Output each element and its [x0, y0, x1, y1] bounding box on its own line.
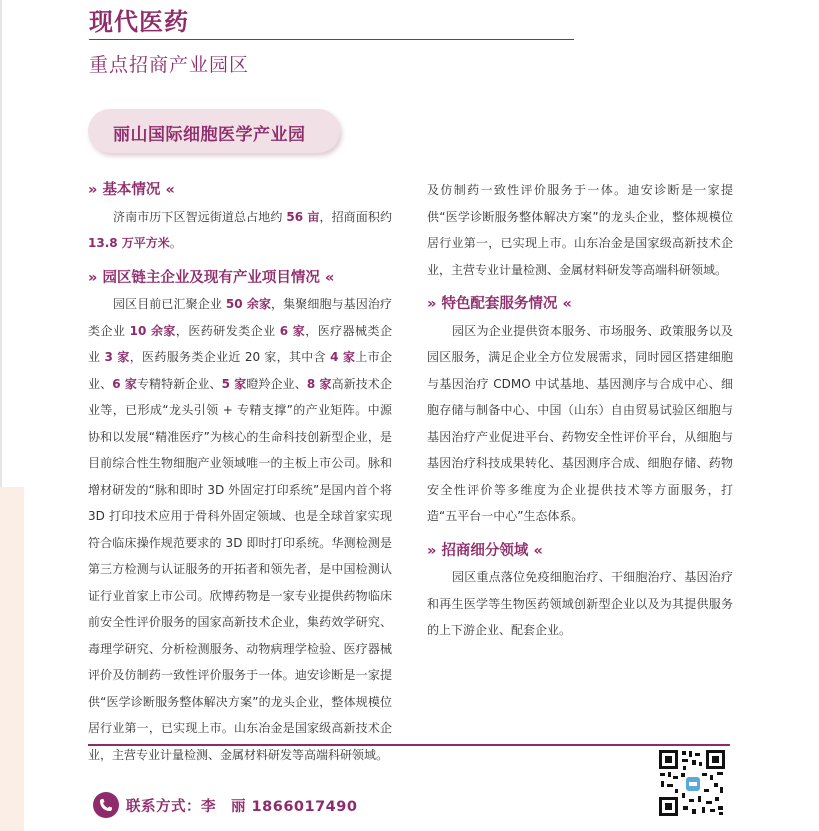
chevron-left-icon: « — [325, 269, 335, 286]
chevron-right-icon: » — [427, 296, 437, 312]
section-heading-basic — [88, 177, 392, 204]
text-run: 上市企业、 — [88, 350, 392, 391]
sectors-paragraph: 园区重点落位免疫细胞治疗、干细胞治疗、基因治疗和再生医学等生物医药领域创新型企业以及为其提供服务的上下游企业、配套企业。 — [427, 570, 733, 637]
highlight: 3 家 — [104, 350, 130, 364]
park-name: 丽山国际细胞医学产业园 — [113, 125, 306, 145]
section-heading-text: 基本情况 — [102, 182, 161, 198]
right-column — [427, 177, 733, 644]
qr-code-icon — [658, 749, 726, 817]
highlight: 6 家 — [279, 323, 306, 338]
chevron-left-icon: « — [165, 182, 175, 198]
chevron-left-icon: « — [562, 296, 572, 312]
text-run: 济南市历下区智远街道总占地约 — [113, 209, 287, 224]
highlight: 13.8 万平方米 — [88, 236, 170, 250]
text-run: ，招商面积约 — [319, 209, 392, 224]
highlight: 8 家 — [306, 376, 332, 391]
highlight: 10 余家 — [129, 323, 176, 338]
section-heading-services — [427, 291, 733, 318]
title-divider — [89, 39, 574, 40]
section-heading-chain — [88, 265, 392, 292]
highlight: 6 家 — [112, 376, 137, 391]
text-run: 高新技术企业等，已形成“龙头引领 + 专精支撑”的产业矩阵。中源协和以发展“精准医疗”为核心的生命科技创新型企业，是目前综合性生物细胞产业领域唯一的主板上市公司。脉和增材研发的“脉和即时 3D 外固定打印系统”是国内首个将 3D 打印技术应用于骨科外固定领域、也是全球首家实现符合临床操作规范要求的 3D 即时打印系统。华测检测是第三方检测与认证服务的开拓者和领先者，是中国检测认证行业首家上市公司。欣博药物是一家专业提供药物临床前安全性评价服务的国家高新技术企业，集药效学研究、毒理学研究、分析检测服务、动物病理学检验、医疗器械评价及仿制药一致性评价服务于一体。迪安诊断是一家提供“医学诊断服务整体解决方案”的龙头企业，整体规模位居行业第一，已实现上市。山东冶金是国家级高新技术企业，主营专业计量检测、金属材料研发等高端科研领域。 — [88, 376, 392, 762]
highlight: 50 余家 — [225, 297, 272, 311]
text-run: 瞪羚企业、 — [246, 376, 307, 391]
text-run: ，医药研发类企业 — [175, 323, 280, 338]
phone-icon — [93, 792, 119, 818]
contact-info: 联系方式：李 丽 1866017490 — [126, 799, 358, 815]
chain-paragraph — [88, 291, 392, 762]
highlight: 5 家 — [221, 376, 247, 391]
chevron-right-icon: » — [427, 542, 437, 559]
services-paragraph: 园区为企业提供资本服务、市场服务、政策服务以及园区服务，满足企业全方位发展需求，同时园区搭建细胞与基因治疗 CDMO 中试基地、基因测序与合成中心、细胞存储与制备中心、中国（山东）自由贸易试验区细胞与基因治疗产业促进平台、药物安全性评价平台，从细胞与基因治疗科技成果转化、基因测序合成、细胞存储、药物安全性评价等多维度为企业提供技术等方面服务，打造“五平台一中心”生态体系。 — [427, 323, 733, 523]
text-run: 专精特新企业、 — [136, 376, 222, 391]
section-heading-text: 园区链主企业及现有产业项目情况 — [102, 269, 320, 286]
decorative-strip — [0, 487, 24, 831]
page-subtitle: 重点招商产业园区 — [89, 54, 250, 76]
basic-paragraph — [88, 204, 392, 257]
left-column — [88, 177, 392, 762]
text-run: 。 — [169, 236, 182, 250]
highlight: 4 家 — [330, 350, 356, 364]
section-heading-text: 招商细分领域 — [441, 542, 529, 559]
chevron-right-icon: » — [88, 269, 98, 286]
park-name-banner — [88, 109, 340, 153]
text-run: ，医疗器械类企业 — [88, 323, 392, 364]
chevron-right-icon: » — [88, 182, 98, 198]
section-heading-sectors — [427, 538, 733, 565]
section-heading-text: 特色配套服务情况 — [441, 296, 558, 312]
text-run: ，集聚细胞与基因治疗类企业 — [88, 297, 392, 338]
footer-divider — [88, 744, 730, 746]
page-title: 现代医药 — [89, 8, 189, 36]
text-run: ，医药服务类企业近 20 家，其中含 — [129, 350, 331, 364]
chain-paragraph-continued: 及仿制药一致性评价服务于一体。迪安诊断是一家提供“医学诊断服务整体解决方案”的龙头企业，整体规模位居行业第一，已实现上市。山东冶金是国家级高新技术企业，主营专业计量检测、金属材料研发等高端科研领域。 — [427, 183, 733, 277]
text-run: 园区目前已汇聚企业 — [113, 297, 226, 311]
chevron-left-icon: « — [533, 542, 543, 559]
highlight: 56 亩 — [286, 209, 320, 224]
